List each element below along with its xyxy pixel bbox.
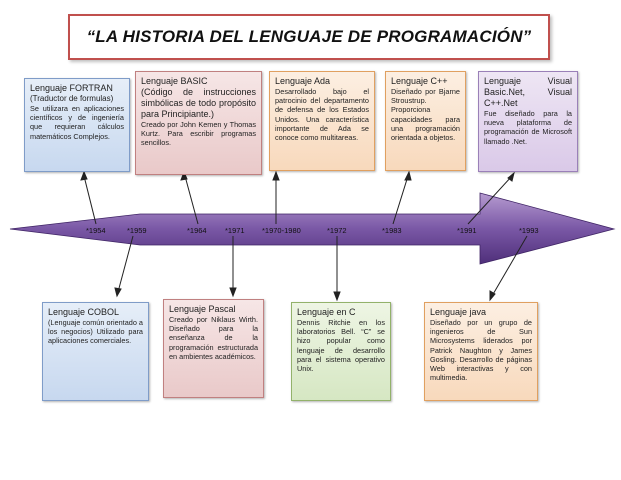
- card-body: Dennis Ritchie en los laboratorios Bell. “C” se hizo popular como lenguaje de desarrollo para el sistema operativo Unix.: [297, 318, 385, 374]
- connector-cobol-head: [115, 288, 121, 296]
- card-body: Fue diseñado para la nueva plataforma de programación de Microsoft llamado .Net.: [484, 109, 572, 146]
- card-title: Lenguaje C++: [391, 76, 448, 86]
- card-pascal: [163, 299, 264, 398]
- card-vbnet: [478, 71, 578, 172]
- connector-cobol: [118, 236, 133, 292]
- year-label: *1954: [86, 226, 106, 235]
- card-title: Lenguaje Visual Basic.Net, Visual C++.Net: [484, 76, 572, 108]
- year-label: *1983: [382, 226, 402, 235]
- connector-ada-head: [273, 172, 279, 180]
- connector-pascal-head: [230, 288, 236, 296]
- year-label: *1993: [519, 226, 539, 235]
- card-ada: [269, 71, 375, 171]
- card-body: Creado por Niklaus Wirth. Diseñado para la enseñanza de la programación estructurada en ambientes académicos.: [169, 315, 258, 361]
- year-label: *1991: [457, 226, 477, 235]
- card-body: Se utilizara en aplicaciones científicos y de ingeniería que requieran cálculos matemáticos Complejos.: [30, 104, 124, 141]
- card-body: Creado por John Kemen y Thomas Kurtz. Para escribir programas sencillos.: [141, 120, 256, 148]
- card-java: [424, 302, 538, 401]
- card-subtitle: (Código de instrucciones simbólicas de todo propósito para Principiante.): [141, 87, 256, 119]
- page-title: “LA HISTORIA DEL LENGUAJE DE PROGRAMACIÓN”: [86, 27, 532, 46]
- card-basic: [135, 71, 262, 175]
- card-body: Diseñado por un grupo de ingenieros de Sun Microsystems liderados por Patrick Naughton y James Gosling. Desarrollo de páginas Web interactivas y con multimedia.: [430, 318, 532, 383]
- card-c: [291, 302, 391, 401]
- connector-c-head: [334, 292, 340, 300]
- year-label: *1972: [327, 226, 347, 235]
- card-cpp: [385, 71, 466, 171]
- card-subtitle: (Traductor de formulas): [30, 94, 114, 103]
- card-fortran: [24, 78, 130, 172]
- card-body: Diseñado por Bjarne Stroustrup. Proporciona capacidades para una programación orientada a objetos.: [391, 87, 460, 143]
- card-title: Lenguaje en C: [297, 307, 356, 317]
- card-body: (Lenguaje común orientado a los negocios) Utilizado para aplicaciones comerciales.: [48, 318, 143, 346]
- connector-cpp-head: [405, 172, 411, 180]
- card-cobol: [42, 302, 149, 401]
- card-title: Lenguaje COBOL: [48, 307, 120, 317]
- year-label: *1959: [127, 226, 147, 235]
- connector-fortran-head: [81, 172, 87, 180]
- card-title: Lenguaje java: [430, 307, 487, 317]
- year-label: *1971: [225, 226, 245, 235]
- year-label: *1964: [187, 226, 207, 235]
- connector-fortran: [84, 176, 96, 224]
- card-body: Desarrollado bajo el patrocinio del departamento de defensa de los Estados Unidos. Una característica importante de Ada se conoce como multitareas.: [275, 87, 369, 143]
- card-title: Lenguaje Ada: [275, 76, 331, 86]
- year-label: *1970-1980: [262, 226, 301, 235]
- card-title: Lenguaje FORTRAN: [30, 83, 113, 93]
- card-title: Lenguaje Pascal: [169, 304, 236, 314]
- card-title: Lenguaje BASIC: [141, 76, 208, 86]
